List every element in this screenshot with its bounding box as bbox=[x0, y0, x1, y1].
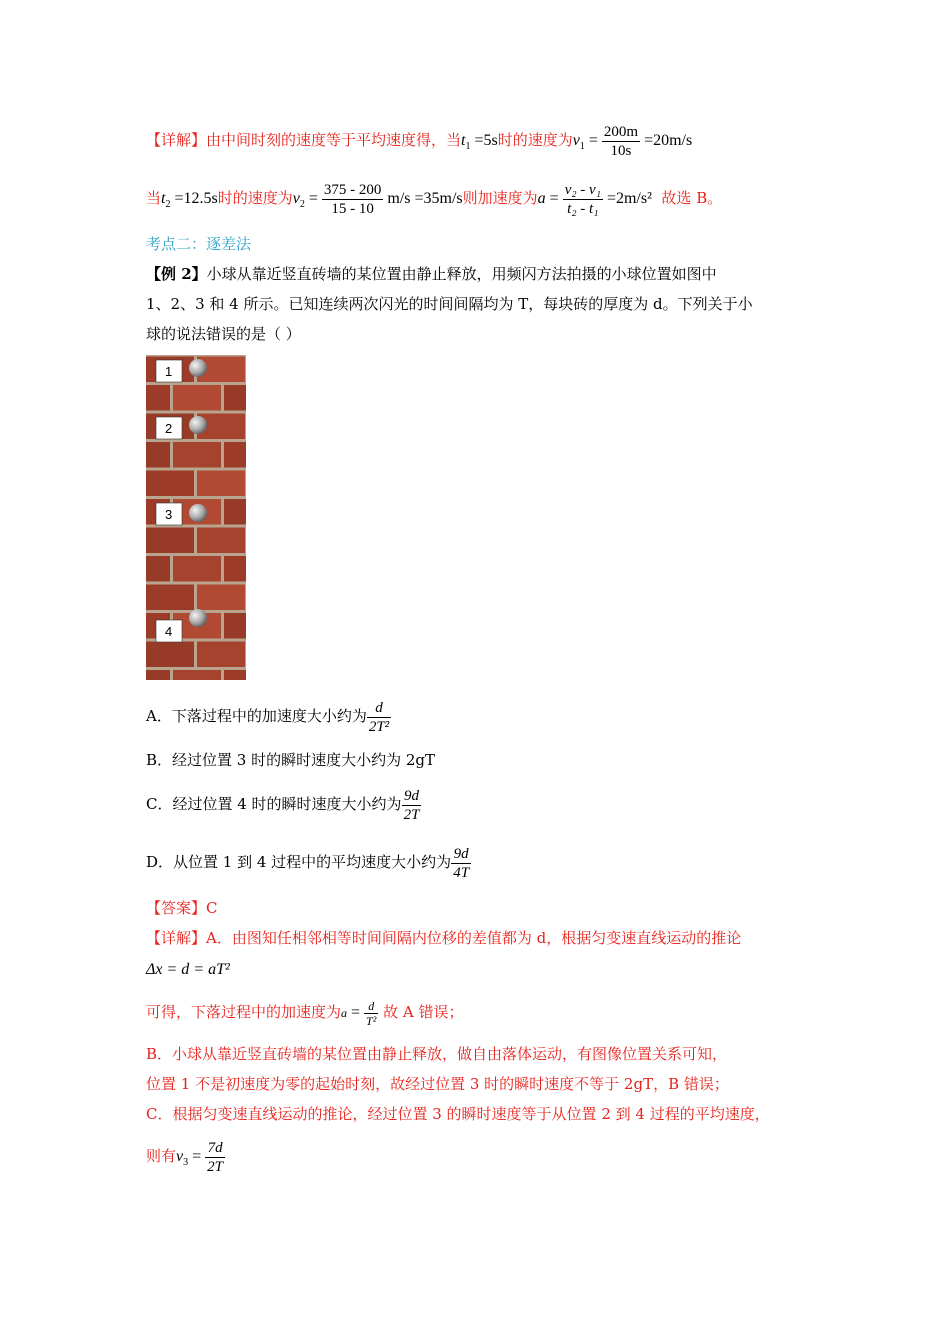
ball-2-icon bbox=[189, 416, 207, 434]
detail2-line6: C．根据匀变速直线运动的推论，经过位置 3 的瞬时速度等于从位置 2 到 4 过程的平均速度， bbox=[146, 1105, 770, 1123]
detail1-text-f: 故选 B。 bbox=[661, 189, 723, 207]
a-result: =2m/s² bbox=[606, 190, 652, 207]
example-text1: 小球从靠近竖直砖墙的某位置由静止释放，用频闪方法拍摄的小球位置如图中 bbox=[206, 265, 717, 283]
brick bbox=[197, 471, 245, 497]
example-line2: 1、2、3 和 4 所示。已知连续两次闪光的时间间隔均为 T，每块砖的厚度为 d。下列关于小 bbox=[146, 295, 753, 313]
ball-3 bbox=[156, 503, 207, 525]
v3-expr: $v_3$ = $\frac{7d}{2T}$ bbox=[176, 1139, 223, 1175]
detail2-text1: A．由图知任相邻相等时间间隔内位移的差值都为 d，根据匀变速直线运动的推论 bbox=[206, 929, 742, 947]
v1-num: 200m bbox=[603, 123, 639, 140]
v2-num: 375 - 200 bbox=[323, 181, 382, 198]
option-a-text: A．下落过程中的加速度大小约为 bbox=[146, 707, 367, 725]
brick bbox=[224, 385, 246, 411]
option-c-frac bbox=[402, 787, 422, 824]
detail1-text-c: 当 bbox=[146, 189, 162, 207]
v1-result: =20m/s bbox=[644, 132, 693, 149]
example-line1 bbox=[146, 264, 717, 284]
brick bbox=[197, 585, 245, 611]
a-expr: a = $\frac{\text{v₂ - v₁}}{\text{t₂ - t₁}}$ =2m/s² bbox=[537, 181, 652, 217]
label-2: 2 bbox=[165, 421, 173, 436]
detail1-text-b: 时的速度为 bbox=[497, 131, 573, 149]
brick bbox=[224, 670, 246, 680]
brick bbox=[197, 528, 245, 554]
v3-den: 2T bbox=[207, 1158, 223, 1175]
brick-wall-figure bbox=[146, 355, 246, 680]
option-d-den: 4T bbox=[453, 864, 470, 881]
label-4: 4 bbox=[165, 624, 173, 639]
detail2-line3 bbox=[146, 992, 463, 1032]
answer: 【答案】C bbox=[146, 899, 218, 917]
brick bbox=[224, 499, 246, 525]
label-1: 1 bbox=[165, 364, 173, 379]
option-a-frac bbox=[367, 699, 391, 736]
brick bbox=[146, 585, 194, 611]
detail1-text-a: 由中间时刻的速度等于平均速度得，当 bbox=[206, 131, 462, 149]
example-line3: 球的说法错误的是（ ） bbox=[146, 325, 301, 343]
brick bbox=[224, 442, 246, 468]
detail2-a-den: T² bbox=[366, 1013, 377, 1028]
ball-3-icon bbox=[189, 504, 207, 522]
v1-expr: $v_1$ = $\frac{200m}{10s}$ =20m/s bbox=[572, 123, 693, 159]
option-d-num: 9d bbox=[451, 845, 471, 864]
brick bbox=[146, 385, 170, 411]
brick bbox=[173, 556, 221, 582]
detail2-line5: 位置 1 不是初速度为零的起始时刻，故经过位置 3 时的瞬时速度不等于 2gT，B 错误； bbox=[146, 1075, 729, 1093]
v2-expr: $v_2$ = $\frac{375 - 200}{15 - 10}$ m/s =35m/s bbox=[292, 181, 463, 217]
detail2-formula: Δx = d = aT² bbox=[146, 961, 230, 978]
detail1-line2 bbox=[146, 176, 722, 220]
ball-4-icon bbox=[189, 609, 207, 627]
brick bbox=[173, 670, 221, 680]
brick bbox=[146, 642, 194, 668]
v2-den: 15 - 10 bbox=[331, 200, 374, 217]
t1-eq: =5s bbox=[474, 132, 498, 149]
detail2-line4: B．小球从靠近竖直砖墙的某位置由静止释放，做自由落体运动，有图像位置关系可知， bbox=[146, 1045, 728, 1063]
example-tag: 【例 2】 bbox=[146, 265, 207, 283]
brick bbox=[146, 528, 194, 554]
detail1-text-e: 则加速度为 bbox=[462, 189, 538, 207]
brick bbox=[146, 471, 194, 497]
t2-expr: $t_2 =12.5s$ bbox=[161, 190, 218, 211]
option-d-frac bbox=[451, 845, 471, 882]
option-c-den: 2T bbox=[403, 806, 420, 823]
v3-num: 7d bbox=[205, 1139, 225, 1158]
t2-eq: =12.5s bbox=[174, 190, 218, 207]
option-a-num: d bbox=[367, 699, 391, 718]
v1-den: 10s bbox=[610, 142, 632, 159]
label-3: 3 bbox=[165, 507, 173, 522]
v2-result: m/s =35m/s bbox=[387, 190, 463, 207]
brick bbox=[224, 613, 246, 639]
brick bbox=[224, 556, 246, 582]
a-num: v₂ - v₁ bbox=[564, 181, 601, 198]
option-a bbox=[146, 694, 391, 738]
detail2-text7a: 则有 bbox=[146, 1147, 177, 1165]
detail1-line1 bbox=[146, 120, 692, 160]
detail2-line7 bbox=[146, 1134, 225, 1178]
detail2-tag: 【详解】 bbox=[146, 929, 207, 947]
option-c-num: 9d bbox=[402, 787, 422, 806]
option-d bbox=[146, 840, 471, 884]
detail2-line1 bbox=[146, 928, 741, 948]
detail2-a-expr: a = $\frac{d}{\text{T²}}$ bbox=[341, 998, 377, 1028]
brick bbox=[197, 642, 245, 668]
a-den: t₂ - t₁ bbox=[567, 200, 599, 217]
detail1-text-d: 时的速度为 bbox=[217, 189, 293, 207]
brick bbox=[146, 670, 170, 680]
brick bbox=[173, 385, 221, 411]
option-c bbox=[146, 782, 421, 826]
detail-tag: 【详解】 bbox=[146, 131, 207, 149]
t1-expr: $t_1 =5s$ bbox=[461, 132, 498, 153]
ball-1-icon bbox=[189, 359, 207, 377]
brick bbox=[146, 556, 170, 582]
brick bbox=[146, 442, 170, 468]
detail2-text3b: 故 A 错误； bbox=[383, 1003, 464, 1021]
option-c-text: C．经过位置 4 时的瞬时速度大小约为 bbox=[146, 795, 402, 813]
brick bbox=[173, 442, 221, 468]
section-heading: 考点二：逐差法 bbox=[146, 235, 252, 253]
option-d-text: D．从位置 1 到 4 过程中的平均速度大小约为 bbox=[146, 853, 452, 871]
detail2-a-num: d bbox=[364, 999, 378, 1014]
option-a-den: 2T² bbox=[368, 718, 390, 735]
detail2-text3a: 可得，下落过程中的加速度为 bbox=[146, 1003, 342, 1021]
option-b: B．经过位置 3 时的瞬时速度大小约为 2gT bbox=[146, 751, 436, 769]
